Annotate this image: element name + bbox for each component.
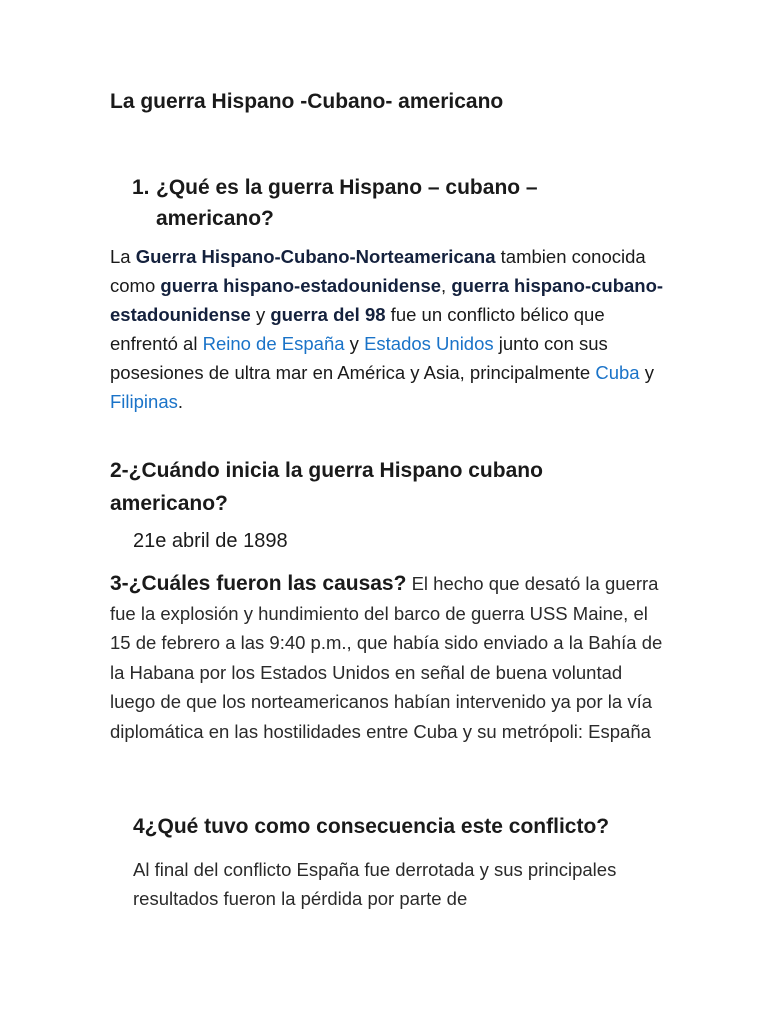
answer-1-text: junto con sus posesiones de ultra mar en América y Asia, principalmente: [110, 333, 608, 383]
question-4: 4¿Qué tuvo como consecuencia este conflicto?: [133, 815, 610, 838]
answer-4: Al final del conflicto España fue derrotada y sus principales resultados fueron la pérdida por parte de: [133, 859, 617, 909]
link-estados-unidos[interactable]: Estados Unidos: [364, 333, 494, 354]
link-cuba[interactable]: Cuba: [595, 362, 640, 383]
question-3-paragraph: [110, 569, 670, 746]
answer-1-text: y: [250, 304, 271, 325]
answer-3: El hecho que desató la guerra fue la explosión y hundimiento del barco de guerra USS Maine, el 15 de febrero a las 9:40 p.m., que había sido enviado a la Bahía de la Habana por los Estados Unidos en señal de buena voluntad luego de que los norteamericanos habían intervenido ya por la vía diplomática en las hostilidades entre Cuba y su metrópoli: España: [110, 573, 663, 742]
answer-1-text: y: [639, 362, 654, 383]
question-3: 3-¿Cuáles fueron las causas?: [110, 572, 407, 595]
answer-1-text: ,: [441, 275, 452, 296]
answer-1-text: fue un conflicto bélico que enfrentó al: [110, 304, 605, 354]
answer-1-text: .: [177, 391, 183, 412]
answer-1-text: La: [110, 246, 136, 267]
answer-2: 21e abril de 1898: [133, 530, 288, 552]
answer-1-text: tambien conocida como: [110, 246, 646, 296]
term-guerra-hispano-cubano-estadounidense: guerra hispano-cubano-estadounidense: [110, 275, 664, 325]
answer-1-text: y: [344, 333, 365, 354]
question-2: 2-¿Cuándo inicia la guerra Hispano cubano americano?: [110, 459, 543, 515]
link-reino-de-espana[interactable]: Reino de España: [202, 333, 345, 354]
term-guerra-hispano-cubano-norteamericana: Guerra Hispano-Cubano-Norteamericana: [135, 246, 496, 267]
document-title: La guerra Hispano -Cubano- americano: [110, 90, 504, 113]
answer-1-paragraph: [110, 242, 670, 416]
term-guerra-del-98: guerra del 98: [270, 304, 386, 325]
question-1: [132, 172, 612, 234]
question-1-text: ¿Qué es la guerra Hispano – cubano – americano?: [156, 176, 538, 230]
link-filipinas[interactable]: Filipinas: [110, 391, 178, 412]
term-guerra-hispano-estadounidense: guerra hispano-estadounidense: [160, 275, 442, 296]
question-1-number: 1.: [132, 176, 150, 199]
